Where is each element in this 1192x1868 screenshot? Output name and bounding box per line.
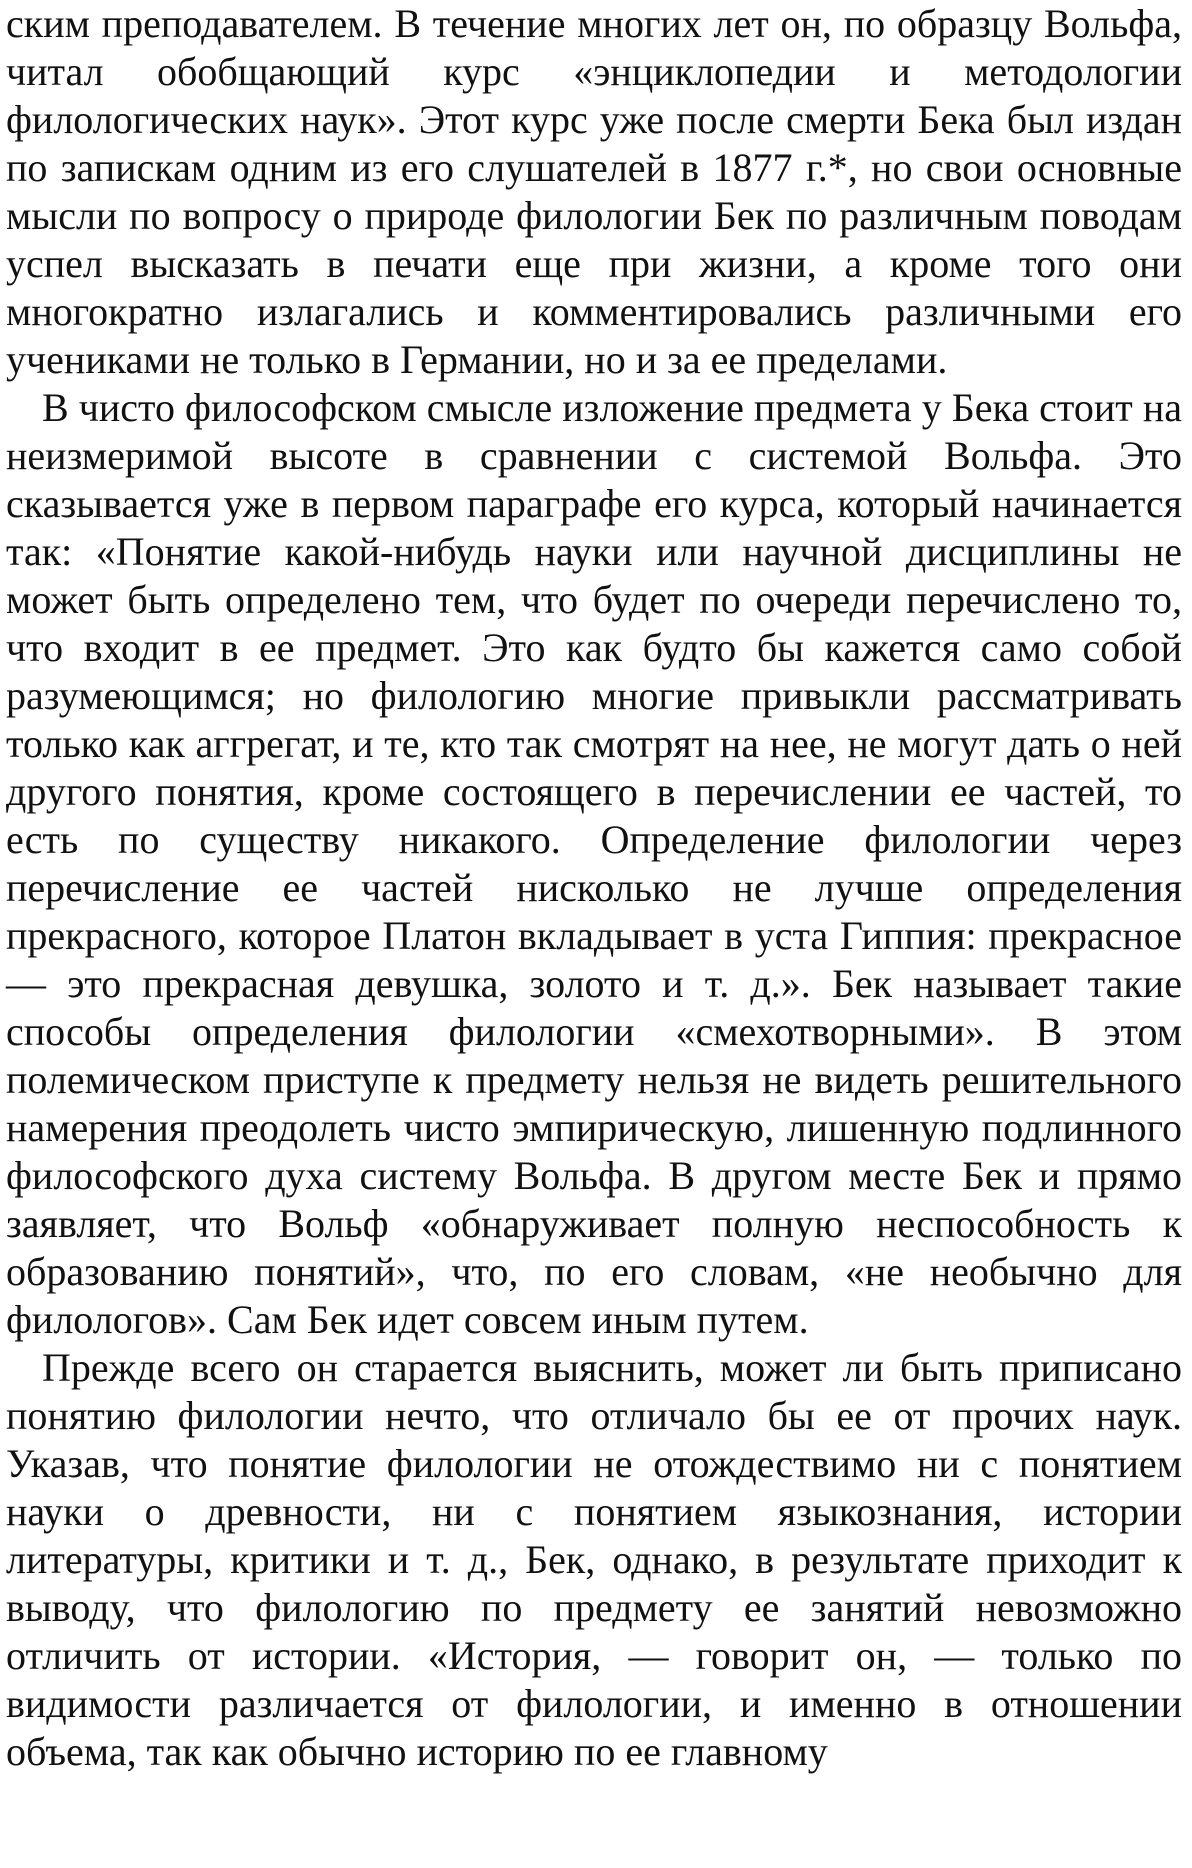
paragraph-1: ским преподавателем. В течение многих лет он, по образцу Вольфа, читал обобщающий курс «энциклопедии и методологии филологических наук». Этот курс уже после смерти Бека был издан по запискам одним из его слушателей в 1877 г.*, но свои основные мысли по вопросу о природе филологии Бек по различным поводам успел высказать в печати еще при жизни, а кроме того они многократно излагались и комментировались различными его учениками не только в Германии, но и за ее пределами. — [6, 1, 1182, 382]
paragraph-3: Прежде всего он старается выяснить, может ли быть приписано понятию филологии нечто, что отличало бы ее от прочих наук. Указав, что понятие филологии не отождествимо ни с понятием науки о древности, ни с понятием языкознания, истории литературы, критики и т. д., Бек, однако, в результате приходит к выводу, что филологию по предмету ее занятий невозможно отличить от истории. «История, — говорит он, — только по видимости различается от филологии, и именно в отношении объема, так как обычно историю по ее главному — [6, 1345, 1182, 1774]
paragraph-2: В чисто философском смысле изложение предмета у Бека стоит на неизмеримой высоте в сравнении с системой Вольфа. Это сказывается уже в первом параграфе его курса, который начинается так: «Понятие какой-нибудь науки или научной дисциплины не может быть определено тем, что будет по очереди перечислено то, что входит в ее предмет. Это как будто бы кажется само собой разумеющимся; но филологию многие привыкли рассматривать только как аггрегат, и те, кто так смотрят на нее, не могут дать о ней другого понятия, кроме состоящего в перечислении ее частей, то есть по существу никакого. Определение филологии через перечисление ее частей нисколько не лучше определения прекрасного, которое Платон вкладывает в уста Гиппия: прекрасное — это прекрасная девушка, золото и т. д.». Бек называет такие способы определения филологии «смехотворными». В этом полемическом приступе к предмету нельзя не видеть решительного намерения преодолеть чисто эмпирическую, лишенную подлинного философского духа систему Вольфа. В другом месте Бек и прямо заявляет, что Вольф «обнаруживает полную неспособность к образованию понятий», что, по его словам, «не необычно для филологов». Сам Бек идет совсем иным путем. — [6, 385, 1182, 1342]
